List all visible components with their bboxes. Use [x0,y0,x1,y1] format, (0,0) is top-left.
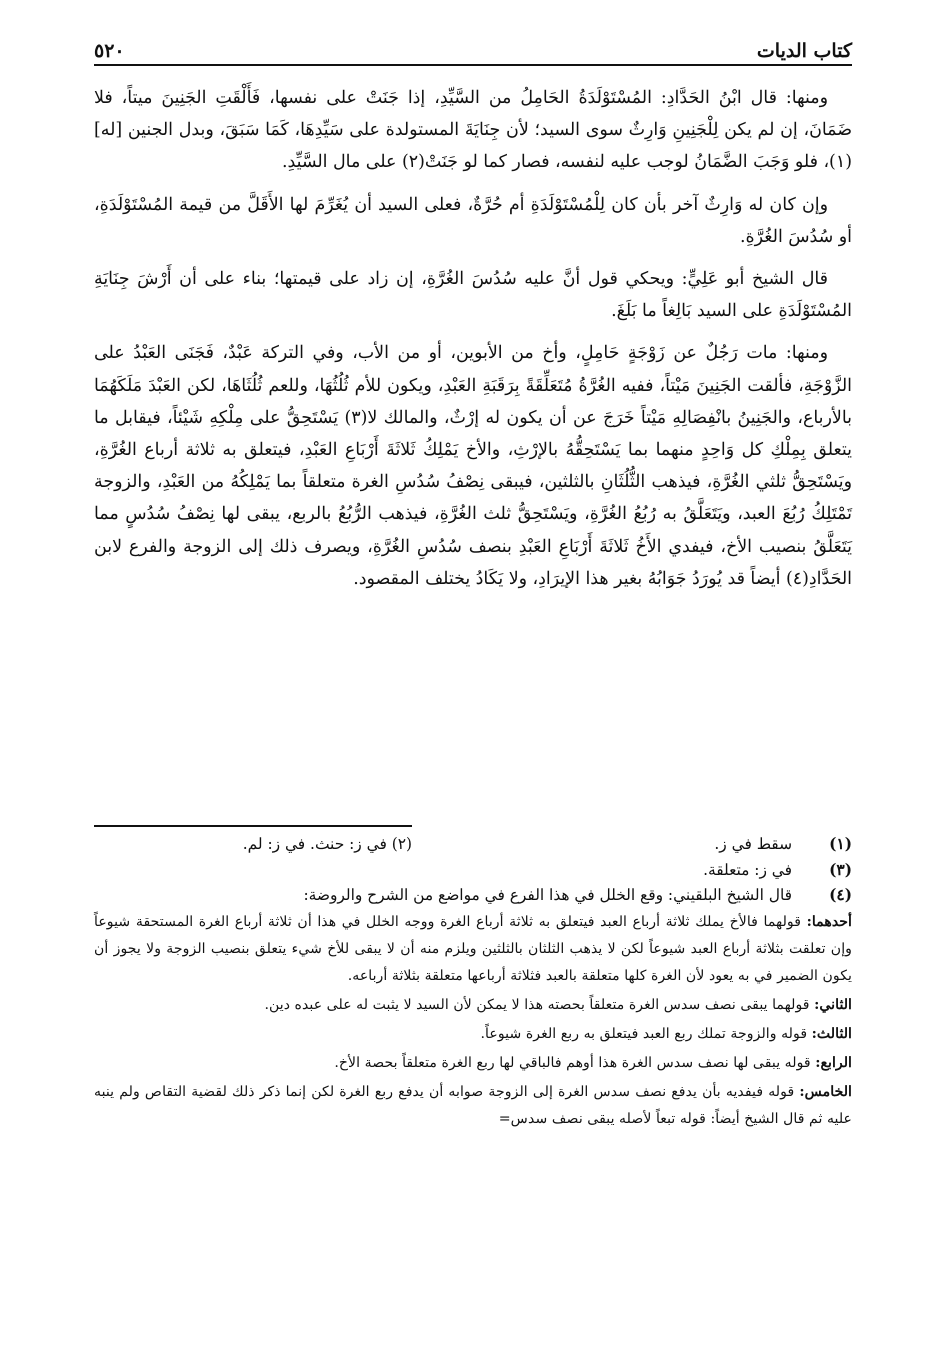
item-label: الرابع: [815,1054,852,1071]
book-title: كتاب الديات [756,40,852,62]
footnote-4-item [94,909,852,990]
footnote-row-1-2 [94,832,852,858]
footnote-4-item [94,1079,852,1133]
paragraph: قال الشيخ أبو عَلِيٍّ: ويحكي قول أنَّ عليه سُدُسَ الغُرَّةِ، إن زاد على قيمتها؛ بناء على أن أَرْشَ جِنَايَةِ المُسْتَوْلَدَةِ على السيد بَالِغاً ما بَلَغَ. [94,269,852,322]
footnote-4-item [94,1050,852,1077]
item-text: قوله فيفديه بأن يدفع نصف سدس الغرة إلى الزوجة صوابه أن يدفع ربع الغرة لكن إنما ذكر ذلك لقضية التقاص ولم ينبه عليه ثم قال الشيخ أيضاً: قوله تبعاً لأصله يبقى نصف سدس= [94,1083,852,1127]
item-text: قوله والزوجة تملك ربع العبد فيتعلق به ربع الغرة شيوعاً. [480,1025,812,1042]
item-label: الثالث: [811,1025,852,1042]
footnote-1-text: سقط في ز. [714,835,792,853]
item-label: الثاني: [814,996,852,1013]
footnote-4-text: قال الشيخ البلقيني: وقع الخلل في هذا الفرع في مواضع من الشرح والروضة: [303,886,792,904]
page-number: ٥٢٠ [94,40,125,62]
item-text: قولهما يبقى نصف سدس الغرة متعلقاً بحصته هذا لا يمكن لأن السيد لا يثبت له على عبده دين. [264,996,815,1013]
footnote-row-4 [94,883,852,909]
paragraph: ومنها: مات رَجُلٌ عن زَوْجَةٍ حَامِلٍ، وأخ من الأبوين، أو من الأب، وفي التركة عَبْدٌ، فَجَنَى العَبْدُ على الزَّوْجَةِ، فألقت الجَنِينَ مَيْتاً، ففيه الغُرَّةُ مُتَعَلِّقَةً بِرَقَبَةِ العَبْدِ، ويكون للأم ثُلُثُهَا، وللعم ثُلُثَاهَا، لكن العَبْدَ مَلَكَهُمَا بالأرباع، والجَنِينُ بانْفِصَالِهِ مَيْتاً خَرَجَ عن أن يكون له إرْثٌ، والمالك لا(٣) يَسْتَحِقُّ على مِلْكِهِ شَيْئاً، فيقابل ما يتعلق بِمِلْكِ كل وَاحِدٍ منهما بما يَسْتَحِقُّهُ بالإرْثِ، والأخ يَمْلِكُ ثَلاثَةَ أَرْبَاعِ العَبْدِ، فيتعلق به ثلاثة أرباع الغُرَّةِ، ويَسْتَحِقُّ ثلثي الغُرَّةِ، فيذهب الثُّلُثَانِ بالثلثين، فيبقى نِصْفُ سُدُسِ الغرة متعلقاً بما يَمْلِكُهُ من العَبْدِ، والزوجة تَمْتَلِكُ رُبُعَ العبد، ويَتَعَلَّقُ به رُبُعُ الغُرَّةِ، ويَسْتَحِقُّ ثلث الغُرَّةِ، فيذهب الرُّبُعُ بالربع، يبقى لها نِصْفُ سُدُسٍ مما يَتَعَلَّقُ بنصيب الأخ، فيفدي الأَخُ ثَلاثَةَ أَرْبَاعِ العَبْدِ بنصف سُدُسِ الغُرَّةِ، ويصرف ذلك إلى الزوجة والفرع لابن الحَدَّادِ(٤) أيضاً قد يُورَدُ جَوَابُهُ بغير هذا الإيرَادِ، ولا يَكَادُ يختلف المقصود. [94,343,852,589]
footnote-4-item [94,992,852,1019]
item-label: الخامس: [799,1083,852,1100]
paragraph: ومنها: قال ابْنُ الحَدَّادِ: المُسْتَوْلَدَةُ الحَامِلُ من السَّيِّدِ، إذا جَنَتْ على نفسها، فَأَلْقَتِ الجَنِينَ ميتاً، فلا ضَمَانَ، إن لم يكن لِلْجَنِينِ وَارِثٌ سوى السيد؛ لأن جِنَايَةَ المستولدة على سَيِّدِهَا، كَمَا سَبَقَ، وبدل الجنين [له](١)، فلو وَجَبَ الضَّمَانُ لوجب عليه لنفسه، فصار كما لو جَنَتْ(٢) على مال السَّيِّدِ. [94,88,852,173]
running-header [94,28,852,62]
footnote-number: (٤) [829,886,852,904]
item-text: قوله يبقى لها نصف سدس الغرة هذا أوهم فالباقي لها ربع الغرة متعلقاً بحصة الأخ. [334,1054,816,1071]
footnote-2-text: (٢) في ز: حنث. في ز: لم. [242,835,412,853]
main-text [94,82,852,605]
footnote-3-text: في ز: متعلقة. [703,860,792,879]
paragraph: وإن كان له وَارِثٌ آخر بأن كان لِلْمُسْتَوْلَدَةِ أم حُرَّةٌ، فعلى السيد أن يُغَرِّمَ لها الأَقَلَّ من قيمة المُسْتَوْلَدَةِ، أو سُدُسَ الغُرَّةِ. [94,194,852,247]
footnote-pair [243,832,792,858]
footnote-number: (٣) [829,860,852,879]
item-text: قولهما فالأخ يملك ثلاثة أرباع العبد فيتعلق به ثلاثة أرباع الغرة ووجه الخلل في هذا أن ثلاثة أرباع الغرة المستحقة شيوعاً وإن تعلقت بثلاثة أرباع العبد شيوعاً لكن لا يذهب الثلثان بالثلثين ويلزم منه أن لا يبقى للأخ شيء يتعلق بنصيب الزوجة ولا يجوز أن يكون الضمير في به يعود لأن الغرة كلها متعلقة بالعبد فثلاثة أرباعها متعلقة بثلاثة أرباعه. [94,913,852,984]
footnote-row-3 [94,858,852,884]
item-label: أحدهما: [806,913,852,930]
footnote-4-body [94,909,852,1133]
footnote-separator [94,825,412,827]
footnotes [94,832,852,1135]
footnote-number: (١) [829,835,852,853]
header-rule [94,64,852,66]
footnote-4-item [94,1021,852,1048]
